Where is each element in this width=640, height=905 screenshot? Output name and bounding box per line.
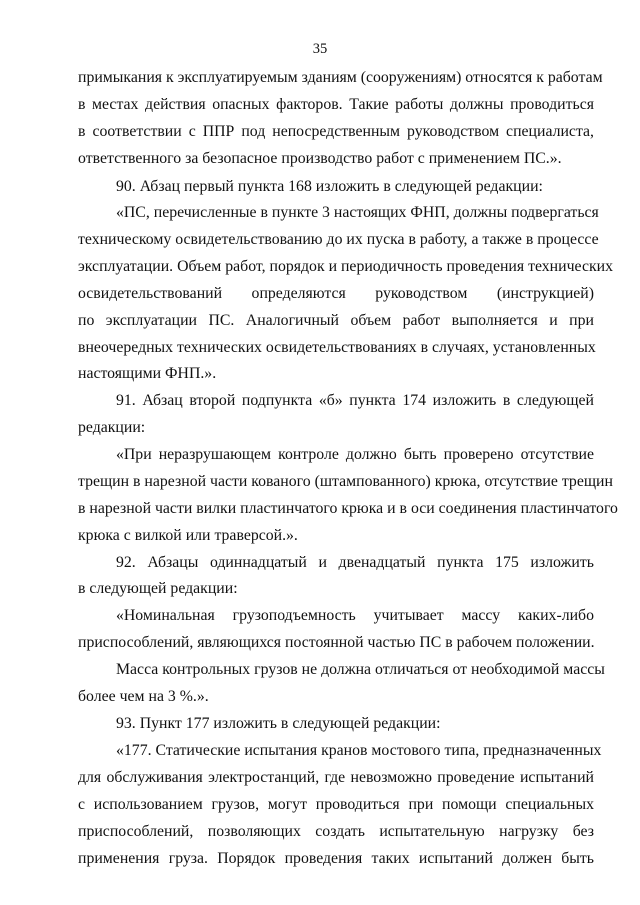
- text-line: эксплуатации. Объем работ, порядок и периодичность проведения технических: [78, 258, 613, 275]
- text-line: приспособлений, позволяющих создать испытательную нагрузку без: [78, 823, 594, 840]
- text-line: крюка с вилкой или траверсой.».: [78, 527, 298, 544]
- text-line: 90. Абзац первый пункта 168 изложить в следующей редакции:: [116, 178, 543, 195]
- text-line: в следующей редакции:: [78, 580, 238, 597]
- text-line: 91. Абзац второй подпункта «б» пункта 174 изложить в следующей: [116, 392, 594, 409]
- text-line: освидетельствований определяются руководством (инструкцией): [78, 285, 594, 302]
- text-line: трещин в нарезной части кованого (штампованного) крюка, отсутствие трещин: [78, 473, 613, 490]
- text-line: применения груза. Порядок проведения таких испытаний должен быть: [78, 850, 594, 867]
- page-number: 35: [312, 41, 328, 57]
- text-line: «177. Статические испытания кранов мостового типа, предназначенных: [116, 742, 602, 759]
- text-line: Масса контрольных грузов не должна отличаться от необходимой массы: [116, 661, 605, 678]
- text-line: 93. Пункт 177 изложить в следующей редакции:: [116, 715, 441, 732]
- text-line: в нарезной части вилки пластинчатого крюка и в оси соединения пластинчатого: [78, 500, 618, 517]
- text-line: 92. Абзацы одиннадцатый и двенадцатый пункта 175 изложить: [116, 554, 594, 571]
- text-line: редакции:: [78, 419, 146, 436]
- text-line: в местах действия опасных факторов. Такие работы должны проводиться: [78, 96, 594, 113]
- text-line: «ПС, перечисленные в пункте 3 настоящих ФНП, должны подвергаться: [116, 204, 599, 221]
- text-line: «Номинальная грузоподъемность учитывает массу каких-либо: [116, 607, 594, 624]
- text-line: по эксплуатации ПС. Аналогичный объем работ выполняется и при: [78, 312, 594, 329]
- text-line: настоящими ФНП.».: [78, 365, 217, 382]
- text-line: для обслуживания электростанций, где невозможно проведение испытаний: [78, 769, 594, 786]
- text-line: ответственного за безопасное производство работ с применением ПС.».: [78, 150, 562, 167]
- text-line: внеочередных технических освидетельствованиях в случаях, установленных: [78, 339, 596, 356]
- text-line: с использованием грузов, могут проводиться при помощи специальных: [78, 796, 594, 813]
- text-line: приспособлений, являющихся постоянной частью ПС в рабочем положении.: [78, 634, 595, 651]
- text-line: примыкания к эксплуатируемым зданиям (сооружениям) относятся к работам: [78, 69, 603, 86]
- text-line: более чем на 3 %.».: [78, 688, 209, 705]
- text-line: «При неразрушающем контроле должно быть проверено отсутствие: [116, 446, 594, 463]
- text-line: в соответствии с ППР под непосредственным руководством специалиста,: [78, 123, 594, 140]
- text-line: техническому освидетельствованию до их пуска в работу, а также в процессе: [78, 231, 599, 248]
